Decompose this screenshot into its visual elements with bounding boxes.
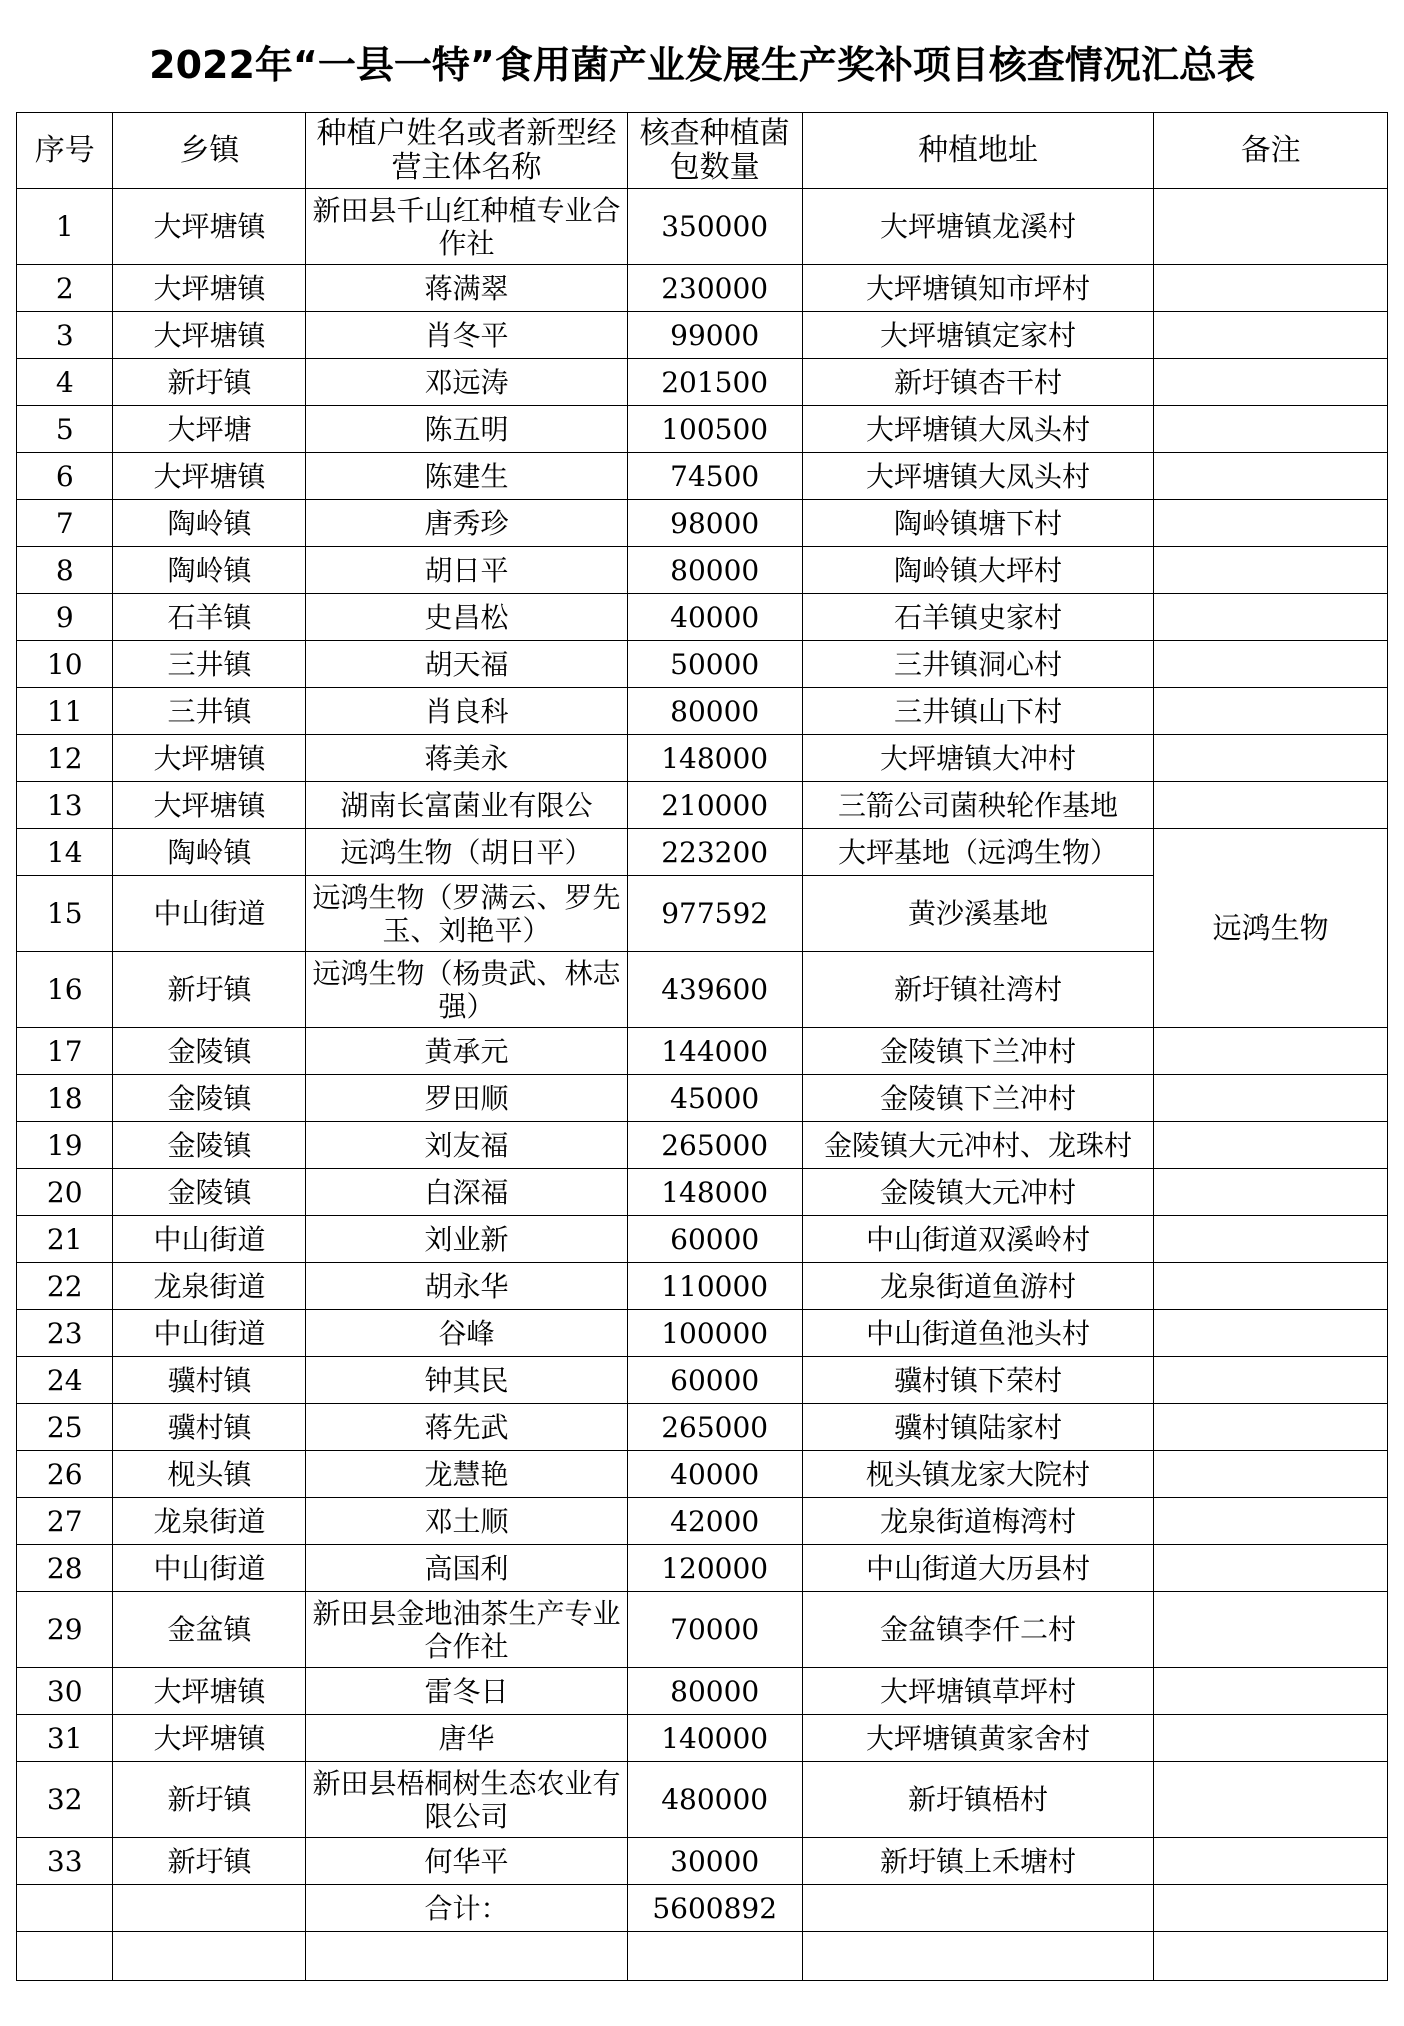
cell-remark [1154, 1357, 1388, 1404]
cell-addr: 新圩镇杏干村 [802, 359, 1154, 406]
cell-name: 肖良科 [306, 688, 627, 735]
cell-qty: 210000 [627, 782, 802, 829]
cell-qty: 148000 [627, 1169, 802, 1216]
table-row [17, 406, 1388, 453]
cell-qty: 439600 [627, 952, 802, 1028]
cell-town: 中山街道 [113, 1310, 306, 1357]
cell-qty: 40000 [627, 1451, 802, 1498]
cell-remark [1154, 1169, 1388, 1216]
cell-remark-group: 远鸿生物 [1154, 829, 1388, 1028]
summary-table [16, 112, 1388, 1981]
blank-cell [17, 1932, 113, 1981]
table-row [17, 641, 1388, 688]
cell-qty: 110000 [627, 1263, 802, 1310]
table-row [17, 1838, 1388, 1885]
header-town: 乡镇 [113, 113, 306, 189]
cell-town: 中山街道 [113, 876, 306, 952]
cell-addr: 大坪塘镇知市坪村 [802, 265, 1154, 312]
table-row [17, 782, 1388, 829]
table-row [17, 1028, 1388, 1075]
cell-name: 陈五明 [306, 406, 627, 453]
total-label: 合计： [306, 1885, 627, 1932]
table-row [17, 359, 1388, 406]
cell-name: 唐华 [306, 1715, 627, 1762]
header-no: 序号 [17, 113, 113, 189]
cell-addr: 金盆镇李仟二村 [802, 1592, 1154, 1668]
cell-no: 17 [17, 1028, 113, 1075]
cell-no: 30 [17, 1668, 113, 1715]
cell-town: 新圩镇 [113, 1762, 306, 1838]
table-row [17, 453, 1388, 500]
cell-qty: 74500 [627, 453, 802, 500]
cell-town: 金陵镇 [113, 1122, 306, 1169]
cell-town: 大坪塘镇 [113, 1715, 306, 1762]
cell-name: 刘业新 [306, 1216, 627, 1263]
cell-addr: 金陵镇大元冲村、龙珠村 [802, 1122, 1154, 1169]
cell-qty: 30000 [627, 1838, 802, 1885]
header-addr: 种植地址 [802, 113, 1154, 189]
cell-remark [1154, 1122, 1388, 1169]
table-row [17, 1216, 1388, 1263]
cell-remark [1154, 1838, 1388, 1885]
cell-qty: 120000 [627, 1545, 802, 1592]
cell-addr: 龙泉街道鱼游村 [802, 1263, 1154, 1310]
cell-town: 大坪塘镇 [113, 453, 306, 500]
table-row [17, 1668, 1388, 1715]
table-row [17, 312, 1388, 359]
table-row [17, 1404, 1388, 1451]
cell-remark [1154, 265, 1388, 312]
cell-addr: 中山街道鱼池头村 [802, 1310, 1154, 1357]
cell-town: 三井镇 [113, 641, 306, 688]
cell-town: 骥村镇 [113, 1357, 306, 1404]
cell-town: 龙泉街道 [113, 1263, 306, 1310]
cell-addr: 新圩镇社湾村 [802, 952, 1154, 1028]
cell-addr: 骥村镇陆家村 [802, 1404, 1154, 1451]
blank-cell [627, 1932, 802, 1981]
cell-name: 黄承元 [306, 1028, 627, 1075]
table-row [17, 1169, 1388, 1216]
cell-addr: 新圩镇上禾塘村 [802, 1838, 1154, 1885]
table-row [17, 1762, 1388, 1838]
cell-town: 骥村镇 [113, 1404, 306, 1451]
total-empty-remark [1154, 1885, 1388, 1932]
cell-addr: 大坪塘镇大冲村 [802, 735, 1154, 782]
cell-qty: 60000 [627, 1216, 802, 1263]
cell-no: 9 [17, 594, 113, 641]
cell-qty: 60000 [627, 1357, 802, 1404]
header-row [17, 113, 1388, 189]
cell-no: 12 [17, 735, 113, 782]
blank-row [17, 1932, 1388, 1981]
cell-remark [1154, 189, 1388, 265]
cell-town: 陶岭镇 [113, 500, 306, 547]
cell-no: 14 [17, 829, 113, 876]
cell-remark [1154, 1451, 1388, 1498]
cell-addr: 陶岭镇塘下村 [802, 500, 1154, 547]
cell-town: 中山街道 [113, 1216, 306, 1263]
cell-qty: 98000 [627, 500, 802, 547]
cell-name: 龙慧艳 [306, 1451, 627, 1498]
blank-cell [306, 1932, 627, 1981]
cell-no: 8 [17, 547, 113, 594]
cell-no: 23 [17, 1310, 113, 1357]
table-row [17, 189, 1388, 265]
cell-remark [1154, 312, 1388, 359]
cell-no: 11 [17, 688, 113, 735]
total-value: 5600892 [627, 1885, 802, 1932]
cell-qty: 350000 [627, 189, 802, 265]
cell-name: 何华平 [306, 1838, 627, 1885]
cell-name: 刘友福 [306, 1122, 627, 1169]
cell-name: 胡日平 [306, 547, 627, 594]
cell-no: 13 [17, 782, 113, 829]
cell-addr: 大坪塘镇大凤头村 [802, 453, 1154, 500]
cell-name: 蒋满翠 [306, 265, 627, 312]
blank-cell [1154, 1932, 1388, 1981]
cell-no: 22 [17, 1263, 113, 1310]
cell-name: 远鸿生物（杨贵武、林志强） [306, 952, 627, 1028]
cell-qty: 80000 [627, 547, 802, 594]
cell-addr: 大坪塘镇草坪村 [802, 1668, 1154, 1715]
cell-town: 三井镇 [113, 688, 306, 735]
cell-name: 蒋美永 [306, 735, 627, 782]
cell-qty: 100500 [627, 406, 802, 453]
cell-remark [1154, 1028, 1388, 1075]
cell-town: 中山街道 [113, 1545, 306, 1592]
cell-name: 远鸿生物（罗满云、罗先玉、刘艳平） [306, 876, 627, 952]
table-row [17, 1592, 1388, 1668]
cell-qty: 80000 [627, 688, 802, 735]
cell-addr: 三井镇洞心村 [802, 641, 1154, 688]
cell-qty: 480000 [627, 1762, 802, 1838]
cell-no: 26 [17, 1451, 113, 1498]
cell-no: 20 [17, 1169, 113, 1216]
cell-name: 钟其民 [306, 1357, 627, 1404]
cell-no: 1 [17, 189, 113, 265]
cell-qty: 265000 [627, 1122, 802, 1169]
table-row [17, 1451, 1388, 1498]
cell-no: 16 [17, 952, 113, 1028]
cell-addr: 黄沙溪基地 [802, 876, 1154, 952]
cell-addr: 石羊镇史家村 [802, 594, 1154, 641]
cell-no: 25 [17, 1404, 113, 1451]
cell-qty: 80000 [627, 1668, 802, 1715]
cell-addr: 大坪塘镇大凤头村 [802, 406, 1154, 453]
cell-town: 陶岭镇 [113, 547, 306, 594]
cell-remark [1154, 453, 1388, 500]
blank-cell [802, 1932, 1154, 1981]
cell-name: 邓土顺 [306, 1498, 627, 1545]
header-remark: 备注 [1154, 113, 1388, 189]
total-empty-addr [802, 1885, 1154, 1932]
cell-remark [1154, 1075, 1388, 1122]
blank-cell [113, 1932, 306, 1981]
cell-remark [1154, 735, 1388, 782]
cell-no: 33 [17, 1838, 113, 1885]
cell-name: 湖南长富菌业有限公 [306, 782, 627, 829]
cell-name: 高国利 [306, 1545, 627, 1592]
cell-no: 4 [17, 359, 113, 406]
cell-addr: 金陵镇下兰冲村 [802, 1075, 1154, 1122]
document-title: 2022年“一县一特”食用菌产业发展生产奖补项目核查情况汇总表 [149, 43, 1255, 87]
header-qty: 核查种植菌包数量 [627, 113, 802, 189]
cell-remark [1154, 594, 1388, 641]
cell-name: 陈建生 [306, 453, 627, 500]
cell-addr: 中山街道双溪岭村 [802, 1216, 1154, 1263]
cell-addr: 金陵镇大元冲村 [802, 1169, 1154, 1216]
total-row [17, 1885, 1388, 1932]
cell-remark [1154, 547, 1388, 594]
cell-no: 2 [17, 265, 113, 312]
cell-remark [1154, 359, 1388, 406]
cell-no: 19 [17, 1122, 113, 1169]
cell-name: 史昌松 [306, 594, 627, 641]
table-body [17, 189, 1388, 1981]
cell-town: 新圩镇 [113, 359, 306, 406]
cell-name: 新田县梧桐树生态农业有限公司 [306, 1762, 627, 1838]
cell-name: 新田县金地油茶生产专业合作社 [306, 1592, 627, 1668]
cell-no: 28 [17, 1545, 113, 1592]
cell-town: 金盆镇 [113, 1592, 306, 1668]
cell-no: 24 [17, 1357, 113, 1404]
cell-name: 谷峰 [306, 1310, 627, 1357]
cell-addr: 三箭公司菌秧轮作基地 [802, 782, 1154, 829]
table-row [17, 594, 1388, 641]
cell-remark [1154, 1310, 1388, 1357]
cell-no: 18 [17, 1075, 113, 1122]
cell-addr: 三井镇山下村 [802, 688, 1154, 735]
cell-addr: 陶岭镇大坪村 [802, 547, 1154, 594]
cell-qty: 223200 [627, 829, 802, 876]
cell-addr: 枧头镇龙家大院村 [802, 1451, 1154, 1498]
cell-name: 罗田顺 [306, 1075, 627, 1122]
cell-name: 雷冬日 [306, 1668, 627, 1715]
cell-qty: 42000 [627, 1498, 802, 1545]
table-row [17, 688, 1388, 735]
cell-remark [1154, 1216, 1388, 1263]
cell-town: 陶岭镇 [113, 829, 306, 876]
cell-town: 石羊镇 [113, 594, 306, 641]
table-row [17, 829, 1388, 876]
cell-remark [1154, 1404, 1388, 1451]
cell-town: 龙泉街道 [113, 1498, 306, 1545]
cell-remark [1154, 641, 1388, 688]
cell-remark [1154, 1498, 1388, 1545]
cell-qty: 70000 [627, 1592, 802, 1668]
cell-no: 5 [17, 406, 113, 453]
table-row [17, 547, 1388, 594]
cell-addr: 大坪基地（远鸿生物） [802, 829, 1154, 876]
cell-remark [1154, 1545, 1388, 1592]
cell-town: 新圩镇 [113, 1838, 306, 1885]
cell-remark [1154, 1715, 1388, 1762]
table-row [17, 1498, 1388, 1545]
cell-addr: 骥村镇下荣村 [802, 1357, 1154, 1404]
cell-remark [1154, 1762, 1388, 1838]
cell-town: 大坪塘镇 [113, 782, 306, 829]
cell-town: 金陵镇 [113, 1028, 306, 1075]
cell-town: 金陵镇 [113, 1169, 306, 1216]
cell-name: 新田县千山红种植专业合作社 [306, 189, 627, 265]
table-row [17, 1122, 1388, 1169]
cell-remark [1154, 782, 1388, 829]
table-row [17, 500, 1388, 547]
cell-no: 29 [17, 1592, 113, 1668]
cell-name: 蒋先武 [306, 1404, 627, 1451]
cell-remark [1154, 1263, 1388, 1310]
table-row [17, 1310, 1388, 1357]
cell-qty: 265000 [627, 1404, 802, 1451]
total-empty-town [113, 1885, 306, 1932]
cell-town: 大坪塘镇 [113, 1668, 306, 1715]
cell-name: 胡天福 [306, 641, 627, 688]
cell-town: 大坪塘镇 [113, 265, 306, 312]
cell-qty: 100000 [627, 1310, 802, 1357]
cell-remark [1154, 1592, 1388, 1668]
cell-no: 15 [17, 876, 113, 952]
cell-addr: 大坪塘镇黄家舍村 [802, 1715, 1154, 1762]
cell-no: 21 [17, 1216, 113, 1263]
cell-remark [1154, 688, 1388, 735]
cell-qty: 99000 [627, 312, 802, 359]
cell-no: 7 [17, 500, 113, 547]
table-row [17, 1715, 1388, 1762]
cell-addr: 大坪塘镇龙溪村 [802, 189, 1154, 265]
cell-qty: 201500 [627, 359, 802, 406]
total-empty-no [17, 1885, 113, 1932]
cell-addr: 新圩镇梧村 [802, 1762, 1154, 1838]
cell-town: 大坪塘 [113, 406, 306, 453]
cell-addr: 中山街道大历县村 [802, 1545, 1154, 1592]
cell-qty: 144000 [627, 1028, 802, 1075]
cell-town: 大坪塘镇 [113, 189, 306, 265]
cell-remark [1154, 1668, 1388, 1715]
cell-town: 大坪塘镇 [113, 312, 306, 359]
cell-qty: 50000 [627, 641, 802, 688]
table-row [17, 1263, 1388, 1310]
cell-town: 金陵镇 [113, 1075, 306, 1122]
cell-name: 远鸿生物（胡日平） [306, 829, 627, 876]
table-row [17, 735, 1388, 782]
cell-qty: 977592 [627, 876, 802, 952]
cell-no: 31 [17, 1715, 113, 1762]
cell-name: 邓远涛 [306, 359, 627, 406]
cell-no: 27 [17, 1498, 113, 1545]
table-row [17, 1075, 1388, 1122]
cell-qty: 40000 [627, 594, 802, 641]
cell-town: 大坪塘镇 [113, 735, 306, 782]
cell-name: 胡永华 [306, 1263, 627, 1310]
table-row [17, 1545, 1388, 1592]
table-row [17, 265, 1388, 312]
cell-name: 肖冬平 [306, 312, 627, 359]
cell-name: 白深福 [306, 1169, 627, 1216]
cell-qty: 140000 [627, 1715, 802, 1762]
cell-addr: 大坪塘镇定家村 [802, 312, 1154, 359]
header-name: 种植户姓名或者新型经营主体名称 [306, 113, 627, 189]
cell-remark [1154, 500, 1388, 547]
cell-qty: 230000 [627, 265, 802, 312]
cell-no: 3 [17, 312, 113, 359]
cell-addr: 金陵镇下兰冲村 [802, 1028, 1154, 1075]
cell-remark [1154, 406, 1388, 453]
cell-name: 唐秀珍 [306, 500, 627, 547]
cell-town: 新圩镇 [113, 952, 306, 1028]
cell-town: 枧头镇 [113, 1451, 306, 1498]
cell-no: 10 [17, 641, 113, 688]
cell-qty: 148000 [627, 735, 802, 782]
cell-no: 6 [17, 453, 113, 500]
table-row [17, 1357, 1388, 1404]
cell-no: 32 [17, 1762, 113, 1838]
cell-addr: 龙泉街道梅湾村 [802, 1498, 1154, 1545]
cell-qty: 45000 [627, 1075, 802, 1122]
